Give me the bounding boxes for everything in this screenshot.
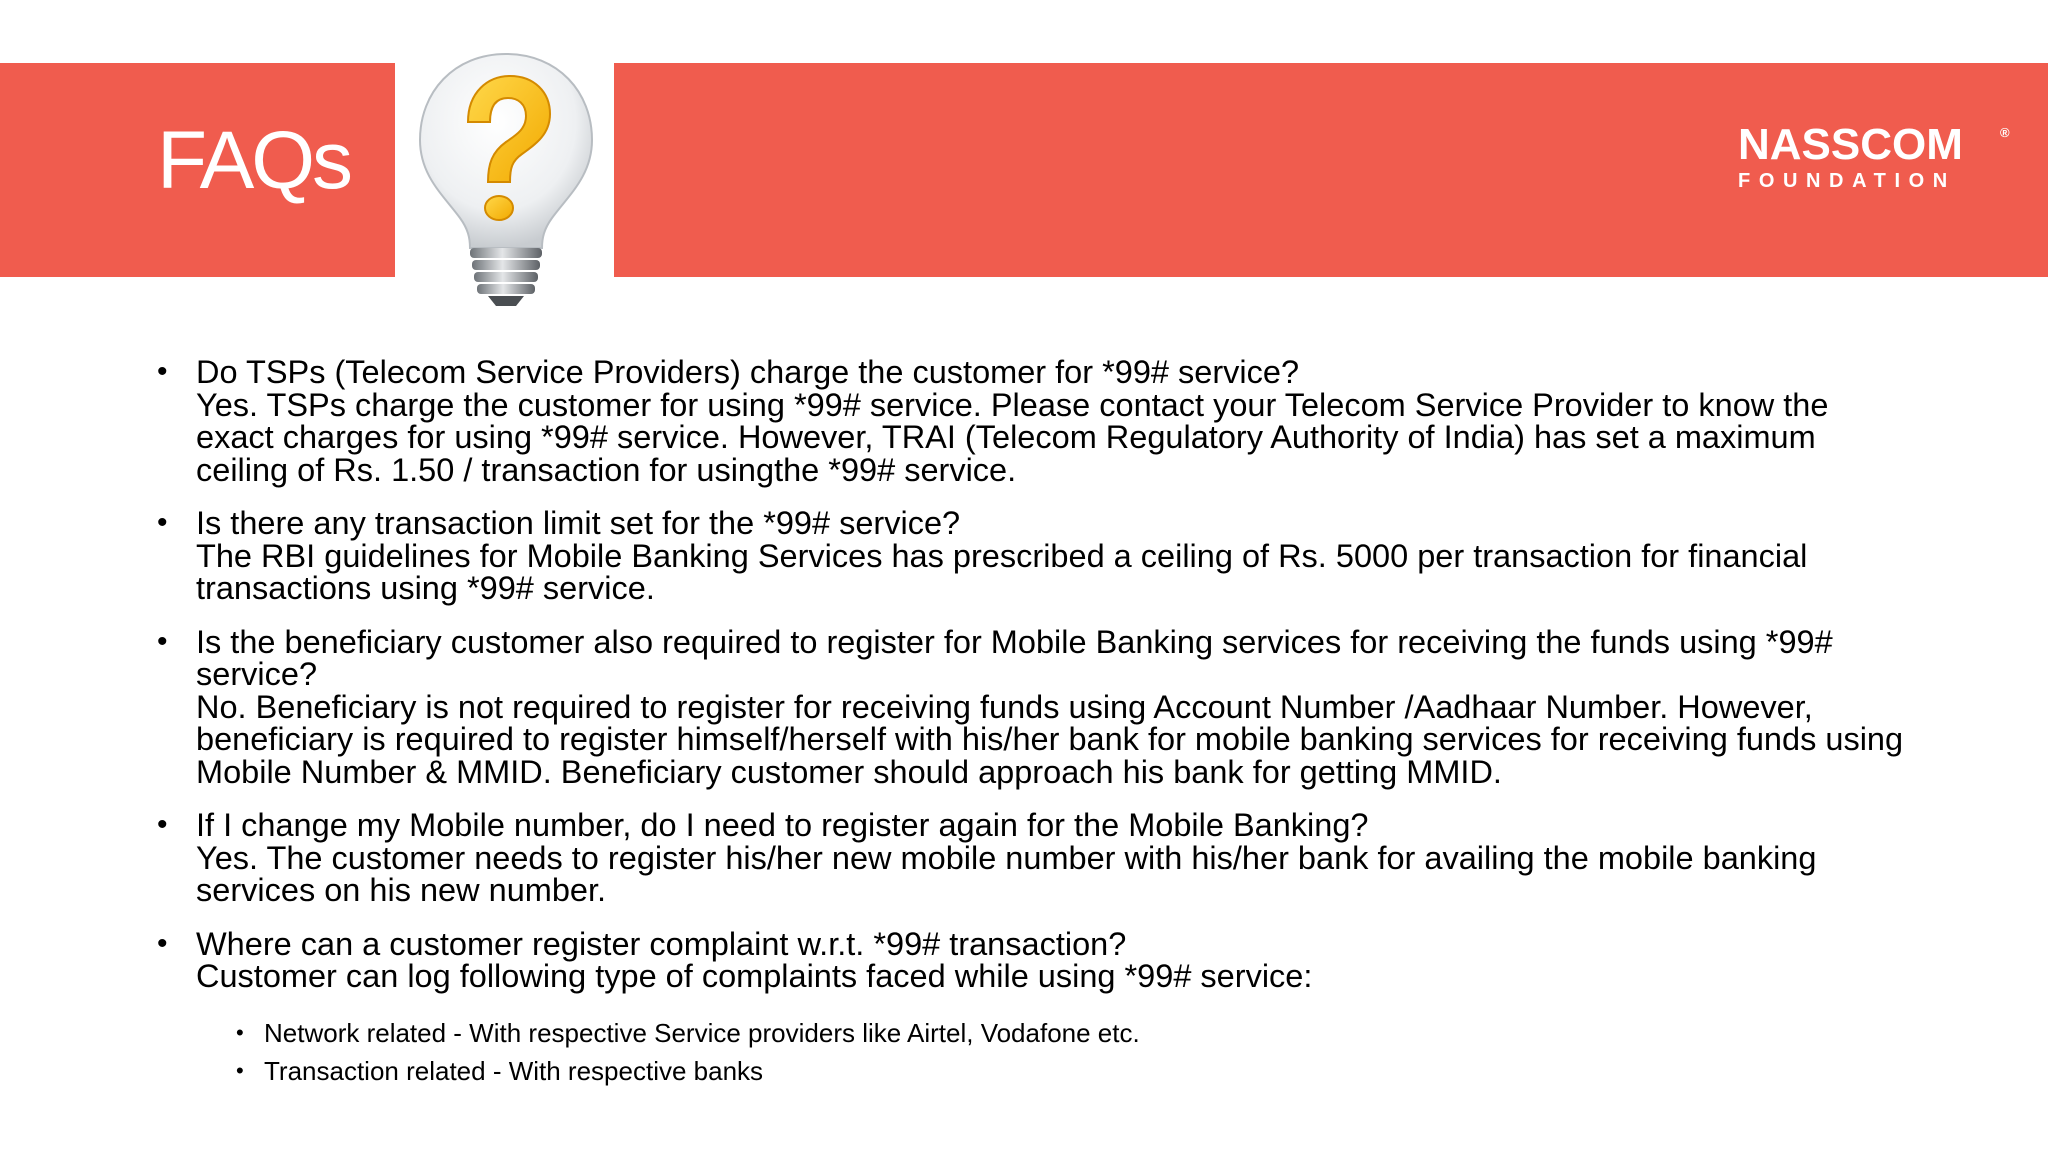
faq-item [150,623,1910,790]
list-item-text: Network related - With respective Service providers like Airtel, Vodafone etc. [264,1017,1140,1048]
bullet-icon: • [236,1057,244,1083]
bullet-icon: • [157,926,168,960]
bullet-icon: • [236,1019,244,1045]
bullet-icon: • [157,808,168,841]
logo-sub: FOUNDATION [1738,170,1956,192]
faq-answer: No. Beneficiary is not required to register for receiving funds using Account Number /Aadhaar Number. However, beneficiary is required to register himself/herself with his/her bank for mobile banking services for receiving funds using Mobile Number & MMID. Beneficiary customer should approach his bank for getting MMID. [196,688,1904,790]
faq-item [150,809,1910,907]
faq-answer: Yes. TSPs charge the customer for using *99# service. Please contact your Telecom Service Provider to know the exact charges for using *99# service. However, TRAI (Telecom Regulatory Authority of India) has set a maximum ceiling of Rs. 1.50 / transaction for usingthe *99# service. [196,386,1829,488]
page-title: FAQs [157,115,351,206]
faq-question: Is there any transaction limit set for the *99# service? [196,505,961,541]
bullet-icon: • [157,506,168,539]
faq-item [150,507,1910,605]
faq-answer: The RBI guidelines for Mobile Banking Services has prescribed a ceiling of Rs. 5000 per transaction for financial transactions using *99# service. [196,537,1808,606]
logo-name: NASSCOM [1738,120,1963,169]
logo-registered-mark: ® [2000,125,2010,140]
bullet-icon: • [157,355,168,388]
complaint-type-list [150,1014,1910,1090]
faq-question: If I change my Mobile number, do I need to register again for the Mobile Banking? [196,807,1369,843]
faq-answer: Yes. The customer needs to register his/her new mobile number with his/her bank for availing the mobile banking services on his new number. [196,839,1817,908]
faq-list [150,356,1910,1090]
faq-question: Is the beneficiary customer also required to register for Mobile Banking services for receiving the funds using *99# service? [196,623,1833,692]
nasscom-foundation-logo [1738,120,2010,192]
faq-item [150,925,1910,994]
list-item [226,1052,1910,1090]
list-item [226,1014,1910,1052]
faq-question: Where can a customer register complaint w.r.t. *99# transaction? [196,925,1127,962]
bullet-icon: • [157,624,168,658]
faq-item [150,356,1910,486]
faq-answer: Customer can log following type of complaints faced while using *99# service: [196,958,1313,994]
faq-question: Do TSPs (Telecom Service Providers) charge the customer for *99# service? [196,354,1300,390]
list-item-text: Transaction related - With respective banks [264,1055,764,1086]
lightbulb-question-icon [406,48,606,312]
